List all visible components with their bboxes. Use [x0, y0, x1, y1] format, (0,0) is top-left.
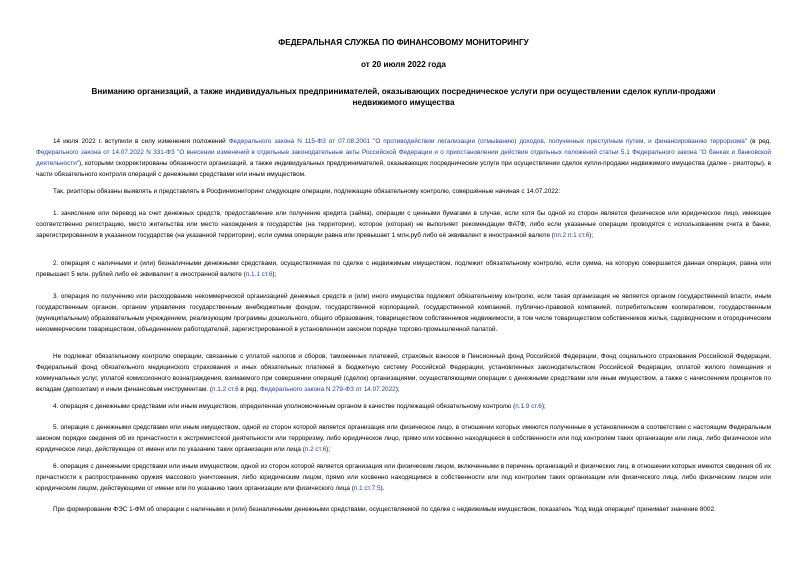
link-p1-2-st6[interactable]: п.1.2 ст.6 [211, 386, 239, 393]
paragraph-item-3: 3. операция по получению или расходованию некоммерческой организацией денежных средств и (или) иного имущества подлежит обязательному контролю, если такая организация не является органом государственной власти, иным государственным органом, органом управления государственным внебюджетным фондом, государственной корпорацией, государственной компанией, публично-правовой компанией, потребительским кооперативом, государственным (муниципальным) образовательным учреждением, реализующим программы дошкольного, общего образования, товариществом собственников недвижимости, в том числе товариществом собственников жилья, садоводческим и огородническим некоммерческим товариществом, объединением работодателей, зарегистрированной в установленном законом порядке торгово-промышленной палатой. [36, 293, 771, 333]
title-line-1: Вниманию организаций, а также индивидуальных предпринимателей, оказывающих посредническое услуги при осуществлении сделок купли-продажи [91, 87, 716, 96]
paragraph-intro: 14 июля 2022 г. вступили в силу изменения положений Федерального закона N 115-ФЗ от 07.08.2001 "О противодействии легализации (отмыванию) доходов, полученных преступным путем, и финансированию терроризма" (в ред. Федерального закона от 14.07.2022 N 331-ФЗ "О внесении изменений в отдельные законодательные акты Российской Федерации и о приостановлении действия отдельных положений статьи 5.1 Федерального закона "О банках и банковской деятельности"), которыми скорректированы обязанности организаций, а также индивидуальных предпринимателей, оказывающих посреднические услуги при осуществлении сделок купли-продажи недвижимого имущества (далее - риэлторы), в части обязательного контроля операций с денежными средствами или иным имуществом. [36, 138, 772, 178]
link-p1-1-st6[interactable]: п.1.1 ст.6 [245, 271, 273, 278]
paragraph-item-1: 1. зачисление или перевод на счет денежных средств, предоставление или получение кредита (займа), операции с ценными бумагами в случае, если хотя бы одной из сторон является физическое или юридическое лицо, имеющее соответственно регистрацию, место жительства или место нахождения в государстве (на территории), которое (которая) не выполняет рекомендации ФАТФ, либо если указанные операции проводятся с использованием счета в банке, зарегистрированном в указанном государстве (на указанной территории), если сумма операции равна или превышает 1 млн.руб либо её эквивалент в иностранной валюте (пп.2 п.1 ст.6); [36, 210, 771, 239]
paragraph-exemptions: Не подлежат обязательному контролю операции, связанные с уплатой налогов и сборов, таможенных платежей, страховых взносов в Пенсионный фонд Российской Федерации, Фонд социального страхования Российской Федерации, Федеральный фонд обязательного медицинского страхования и иных обязательных платежей в бюджетную систему Российской Федерации, установленных законодательством Российской Федерации, оплатой жилого помещения и коммунальных услуг, уплатой комиссионного вознаграждения, взимаемого при совершении операций (сделок) организациями, осуществляющими операции с денежными средствами или иным имуществом, а также с начислением процентов по вкладам (депозитам) и иным финансовым инструментам. (п.1.2 ст.6 в ред. Федерального закона N 279-ФЗ от 14.07.2022); [36, 353, 771, 393]
link-federal-law-279[interactable]: Федерального закона N 279-ФЗ от 14.07.2022 [259, 386, 396, 393]
link-p2-st6[interactable]: п.2 ст.6 [304, 446, 327, 453]
org-heading: ФЕДЕРАЛЬНАЯ СЛУЖБА ПО ФИНАНСОВОМУ МОНИТОРИНГУ [278, 38, 529, 47]
paragraph-obligations: Так, риэлторы обязаны выявлять и представлять в Росфинмониторинг следующие операции, подлежащие обязательному контролю, совершённые начиная с 14.07.2022: [53, 188, 561, 195]
paragraph-item-5: 5. операция с денежными средствами или иным имуществом, одной из сторон которой является организация или физическое лицо, в отношении которых имеются полученные в установленном в соответствии с настоящим Федеральным законом порядке сведения об их причастности к экстремистской деятельности или терроризму, либо юридическое лицо, прямо или косвенно находящееся в собственности или под контролем таких организации или лица, либо физическое или юридическое лицо, действующее от имени или по указанию таких организации или лица (п.2 ст.6); [36, 424, 771, 453]
link-pp2-p1-st6[interactable]: пп.2 п.1 ст.6 [553, 232, 590, 239]
paragraph-item-4: 4. операция с денежными средствами или иным имуществом, определенная уполномоченным органом в качестве подлежащей обязательному контролю (п.1.9 ст.6); [53, 403, 546, 410]
link-p1-st7-5[interactable]: п.1 ст.7.5 [353, 485, 381, 492]
link-federal-law-115[interactable]: Федерального закона N 115-ФЗ от 07.08.2001 "О противодействии легализации (отмыванию) доходов, полученных преступным путем, и финансированию терроризма" [228, 138, 748, 145]
paragraph-item-6: 6. операция с денежными средствами или иным имуществом, одной из сторон которой является организация или физическим лицом, включенными в перечень организаций и физических лиц, в отношении которых имеются сведения об их причастности к распространению оружия массового уничтожения, либо юридическим лицом, прямо или косвенно находящимся в собственности или под контролем таких организации или физического лица, либо физическим лицом или юридическим лицом, действующими от имени или по указанию таких организации или физического лица (п.1 ст.7.5). [36, 463, 771, 492]
paragraph-item-2: 2. операция с наличными и (или) безналичными денежными средствами, осуществляемая по сделке с недвижимым имуществом, подлежит обязательному контролю, если сумма, на которую совершается данная операция, равна или превышает 5 млн. рублей либо её эквивалент в иностранной валюте (п.1.1 ст.6); [36, 260, 771, 278]
date-heading: от 20 июля 2022 года [361, 60, 446, 69]
paragraph-fes-code: При формировании ФЭС 1-ФМ об операции с наличными и (или) безналичными денежными средствами, осуществляемой по сделке с недвижимым имуществом, показатель "Код вида операции" принимает значение 8002. [53, 506, 716, 513]
link-federal-law-331[interactable]: Федерального закона от 14.07.2022 N 331-ФЗ "О внесении изменений в отдельные законодательные акты Российской Федерации и о приостановлении действия отдельных положений статьи 5.1 Федерального закона "О банках и банковской деятельности" [36, 149, 771, 167]
title-line-2: недвижимого имущества [352, 98, 455, 107]
link-p1-9-st6[interactable]: п.1.9 ст.6 [515, 403, 542, 410]
